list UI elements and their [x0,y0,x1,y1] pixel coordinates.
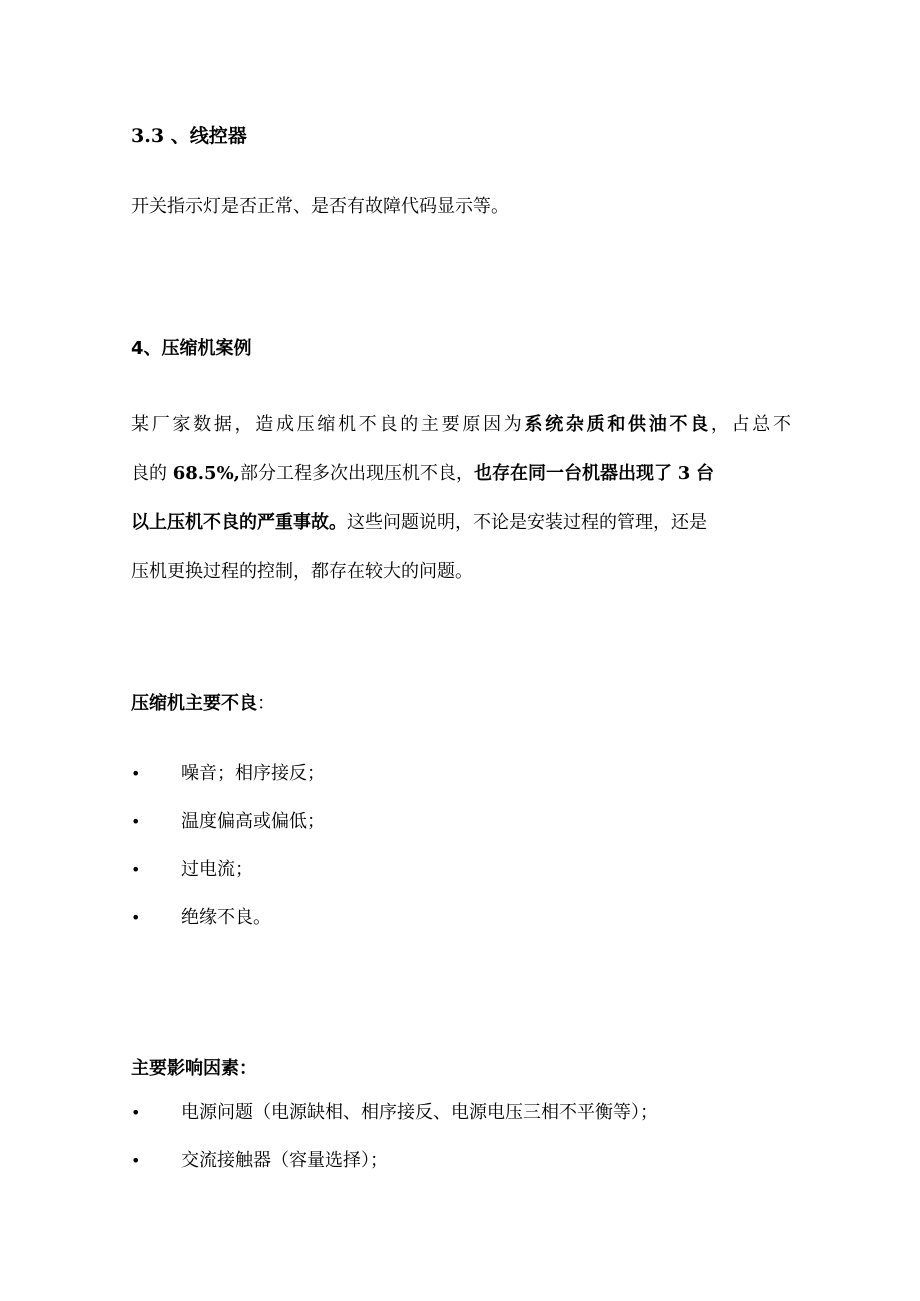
list-item-text: 噪音；相序接反； [181,763,325,784]
list-item [131,906,325,954]
bullet-icon: • [131,1103,141,1122]
section-number: 3.3 [131,125,165,147]
bold-label: 压缩机主要不良 [131,693,257,714]
bold-text-run: 以上压机不良的严重事故。 [131,512,347,533]
bold-text-run: 系统杂质和供油不良 [524,414,711,435]
case-paragraph [131,400,791,596]
paragraph-line-4: 压机更换过程的控制，都存在较大的问题。 [131,561,473,582]
section-3-3-heading [131,121,247,148]
list-item-text: 过电流； [181,859,253,880]
main-factors-label: 主要影响因素： [131,1058,257,1079]
list-item-text: 绝缘不良。 [181,907,271,928]
bold-text-run: 也存在同一台机器出现了 [473,463,672,484]
main-factors-list [131,1101,658,1197]
list-item-text: 交流接触器（容量选择）； [181,1150,388,1171]
text-run: 某厂家数据，造成压缩机不良的主要原因为 [131,414,525,435]
label-colon: ： [257,693,275,714]
main-defects-list [131,762,325,954]
text-run: 这些问题说明，不论是安装过程的管理，还是 [347,512,707,533]
paragraph-line-2 [131,449,791,498]
bullet-icon: • [131,764,141,783]
main-defects-label [131,689,275,715]
section-4-heading: 4、压缩机案例 [131,338,252,359]
list-item [131,762,325,810]
section-3-3-body: 开关指示灯是否正常、是否有故障代码显示等。 [131,196,509,217]
count-value: 3 [677,463,691,484]
text-run: 部分工程多次出现压机不良， [239,463,474,484]
section-title: 、线控器 [170,125,247,147]
bullet-icon: • [131,1151,141,1170]
text-run: 良的 [131,463,167,484]
bullet-icon: • [131,908,141,927]
percentage-value: 68.5%, [172,463,240,484]
paragraph-line-3 [131,498,791,547]
paragraph-line-1 [131,400,791,449]
bold-text-run: 台 [695,463,714,484]
bullet-icon: • [131,860,141,879]
list-item [131,1149,658,1197]
list-item-text: 电源问题（电源缺相、相序接反、电源电压三相不平衡等）； [181,1102,658,1123]
list-item [131,858,325,906]
list-item-text: 温度偏高或偏低； [181,811,325,832]
bullet-icon: • [131,812,141,831]
list-item [131,810,325,858]
text-run: ，占总不 [710,414,792,435]
list-item [131,1101,658,1149]
